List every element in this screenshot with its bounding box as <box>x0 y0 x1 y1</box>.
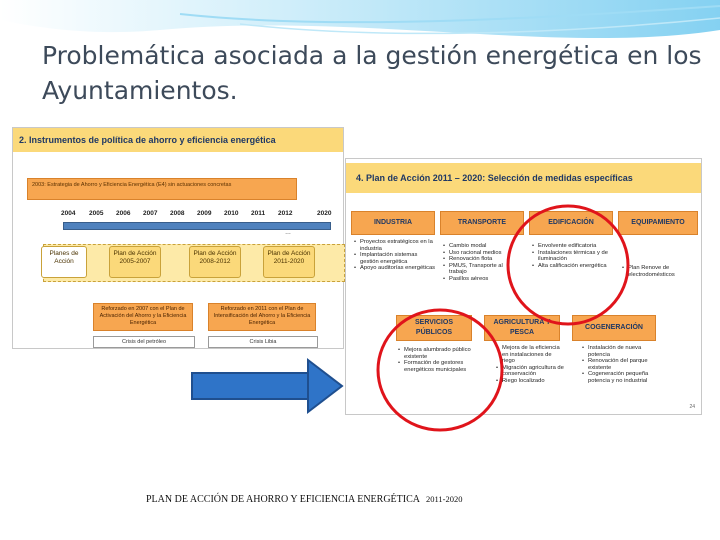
refuerzo-2007-box: Reforzado en 2007 con el Plan de Activación del Ahorro y la Eficiencia Energética <box>93 303 193 331</box>
category-equipamiento: EQUIPAMIENTO <box>618 211 698 235</box>
policy-instruments-header: 2. Instrumentos de política de ahorro y eficiencia energética <box>13 128 343 152</box>
measure-item: • PMUS, Transporte al trabajo <box>443 263 521 276</box>
slide-footer <box>146 494 463 505</box>
action-plan-measures-panel <box>345 158 702 415</box>
measure-item: • Instalaciones térmicas y de iluminación <box>532 250 610 263</box>
timeline-ellipsis: … <box>285 230 291 236</box>
transporte-measures <box>443 243 521 283</box>
industria-measures <box>354 239 436 272</box>
timeline-years <box>61 210 337 222</box>
cogeneracion-measures <box>582 345 658 385</box>
servicios-publicos-measures <box>398 347 472 373</box>
measure-item: • Pasillos aéreos <box>443 276 521 283</box>
year-label: 2009 <box>197 210 212 217</box>
year-label: 2020 <box>317 210 332 217</box>
year-label: 2011 <box>251 210 266 217</box>
plan-2011-2020: Plan de Acción 2011-2020 <box>263 246 315 278</box>
slide-title: Problemática asociada a la gestión energética en los Ayuntamientos. <box>42 41 702 105</box>
timeline-bar <box>63 222 331 230</box>
policy-instruments-panel <box>12 127 344 349</box>
measure-item: • Mejora alumbrado público existente <box>398 347 472 360</box>
category-edificacion: EDIFICACIÓN <box>529 211 613 235</box>
measure-item: • Riego localizado <box>496 378 566 385</box>
refuerzo-2011-box: Reforzado en 2011 con el Plan de Intensificación del Ahorro y la Eficiencia Energética <box>208 303 316 331</box>
category-cogeneracion: COGENERACIÓN <box>572 315 656 341</box>
footer-years: 2011-2020 <box>425 494 463 504</box>
measure-item: • Plan Renove de electrodomésticos <box>622 265 696 278</box>
measure-item: • Uso racional medios <box>443 250 521 257</box>
year-label: 2012 <box>278 210 293 217</box>
crisis-libia: Crisis Libia <box>208 336 318 348</box>
action-plan-header: 4. Plan de Acción 2011 – 2020: Selección de medidas específicas <box>346 163 701 193</box>
right-arrow-icon <box>192 360 342 412</box>
measure-item: • Mejora de la eficiencia en instalaciones de riego <box>496 345 566 365</box>
year-label: 2010 <box>224 210 239 217</box>
measure-item: • Instalación de nueva potencia <box>582 345 658 358</box>
measure-item: • Renovación flota <box>443 256 521 263</box>
category-transporte: TRANSPORTE <box>440 211 524 235</box>
year-label: 2008 <box>170 210 185 217</box>
equipamiento-measures <box>622 265 696 278</box>
year-label: 2007 <box>143 210 158 217</box>
category-industria: INDUSTRIA <box>351 211 435 235</box>
inner-page-number: 24 <box>689 404 695 410</box>
measure-item: • Implantación sistemas gestión energética <box>354 252 436 265</box>
measure-item: • Alta calificación energética <box>532 263 610 270</box>
measure-item: • Proyectos estratégicos en la industria <box>354 239 436 252</box>
category-servicios-publicos: SERVICIOS PÚBLICOS <box>396 315 472 341</box>
measure-item: • Envolvente edificatoria <box>532 243 610 250</box>
category-agricultura-pesca: AGRICULTURA Y PESCA <box>484 315 560 341</box>
crisis-petroleo: Crisis del petróleo <box>93 336 195 348</box>
year-label: 2006 <box>116 210 131 217</box>
agricultura-measures <box>496 345 566 385</box>
measure-item: • Cogeneración pequeña potencia y no industrial <box>582 371 658 384</box>
measure-item: • Migración agricultura de conservación <box>496 365 566 378</box>
measure-item: • Cambio modal <box>443 243 521 250</box>
plan-2005-2007: Plan de Acción 2005-2007 <box>109 246 161 278</box>
footer-text: PLAN DE ACCIÓN DE AHORRO Y EFICIENCIA ENERGÉTICA <box>146 494 420 505</box>
measure-item: • Formación de gestores energéticos municipales <box>398 360 472 373</box>
plan-2008-2012: Plan de Acción 2008-2012 <box>189 246 241 278</box>
measure-item: • Renovación del parque existente <box>582 358 658 371</box>
year-label: 2005 <box>89 210 104 217</box>
edificacion-measures <box>532 243 610 269</box>
planes-label: Planes de Acción <box>41 246 87 278</box>
strategy-e4-box: 2003: Estrategia de Ahorro y Eficiencia Energética (E4) sin actuaciones concretas <box>27 178 297 200</box>
measure-item: • Apoyo auditorías energéticas <box>354 265 436 272</box>
year-label: 2004 <box>61 210 76 217</box>
